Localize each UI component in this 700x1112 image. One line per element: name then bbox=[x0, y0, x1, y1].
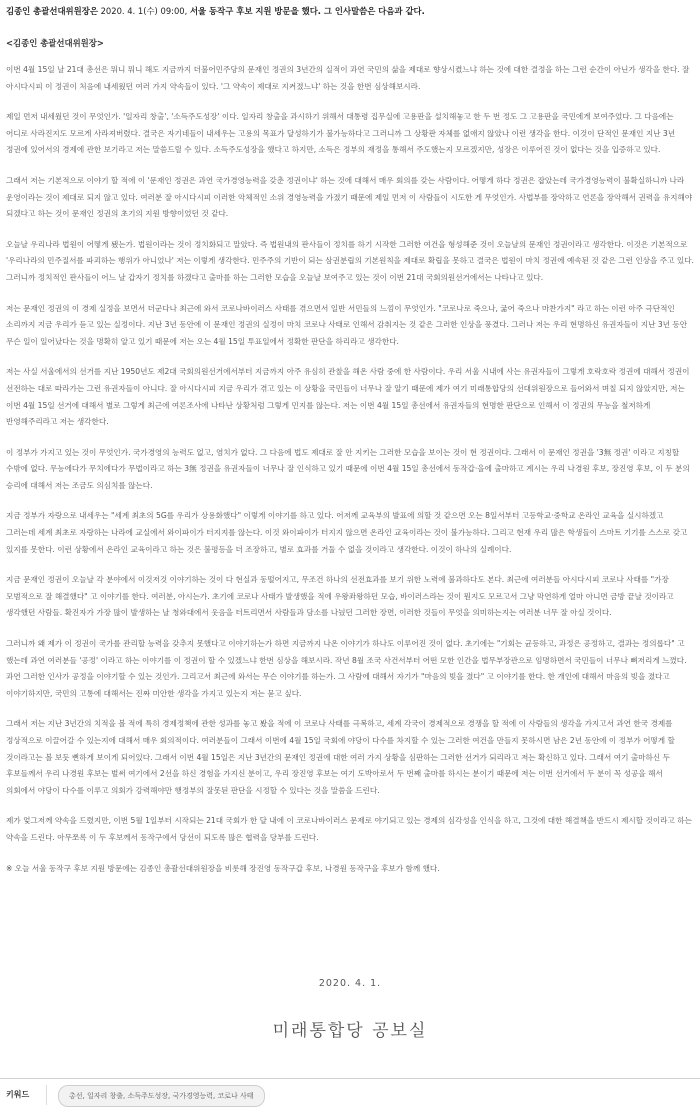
speech-body bbox=[6, 62, 694, 877]
speech-paragraph: 이번 4월 15일 날 21대 총선은 뭐니 뭐니 해도 지금까지 더불어민주당의 문재인 정권의 3년간의 실적이 과연 국민의 삶을 제대로 향상시켰느냐 하는 것에 대한 결정을 하는 그런 순간이 아닌가 생각을 한다. 잘 아시다시피 이 정권이 처음에 내세웠던 여러 가지 약속들이 있다. '그 약속이 제대로 지켜졌느냐' 하는 것을 한번 심상해보시라. bbox=[6, 65, 690, 91]
speech-paragraph: 그래서 저는 기본적으로 이야기 할 적에 이 '문재인 정권은 과연 국가경영능력을 갖춘 정권이냐' 하는 것에 대해서 매우 회의를 갖는 사람이다. 어떻게 하다 정권은 잡았는데 국가경영능력이 불확실하니까 나라 운영이라는 것이 제대로 되지 않고 있다. 여러분 잘 아시다시피 이러한 악체적인 소위 경영능력을 가졌기 때문에 제일 먼저 이 사람들이 시도한 게 무엇인가. 사법부를 장악하고 언론을 장악해서 권력을 유지해야 되겠다고 하는 것이 문재인 정권의 초기의 지원 방향이었던 것 같다. bbox=[6, 175, 693, 219]
speaker-heading: <김종인 총괄선대위원장> bbox=[6, 38, 104, 48]
lead-name: 김종인 총괄선대위원장은 bbox=[6, 6, 98, 16]
attendance-note: ※ 오늘 서울 동작구 후보 지원 방문에는 김종인 총괄선대위원장을 비롯해 장진영 동작구갑 후보, 나경원 동작구을 후보가 함께 했다. bbox=[6, 863, 440, 873]
speech-paragraph: 저는 사실 서울에서의 선거를 지난 1950년도 제2대 국회의원선거에서부터 지금까지 아주 유심히 관찰을 해온 사람 중에 한 사람이다. 우리 서울 시내에 사는 유권자들이 그렇게 호락호락 정권에 대해서 정권이 선전하는 대로 따라가는 그런 유권자들이 아니다. 잘 아시다시피 지금 우리가 겪고 있는 이 상황을 국민들이 너무나 잘 알기 때문에 제가 여기 미래통합당의 선대위원장으로 들어와서 며칠 되지 않았지만, 저는 이번 4월 15일 선거에 대해서 별로 그렇게 최근에 여론조사에 나타난 상황처럼 그렇게 민지를 않는다. 저는 이번 4월 15일 총선에서 유권자들의 현명한 판단으로 인해서 이 정권의 무능을 철저하게 반영해주리라고 저는 생각한다. bbox=[6, 367, 690, 427]
speech-paragraph: 오늘날 우리나라 법원이 어떻게 됐는가. 법원이라는 것이 정치화되고 말았다. 즉 법원내의 판사들이 정치를 하기 시작한 그러한 여건을 형성해준 것이 오늘날의 문재인 정권이라고 생각한다. 이것은 기본적으로 '우리나라의 민주질서를 파괴하는 행위가 아니었나' 저는 이렇게 생각한다. 민주주의 기반이 되는 삼권분립의 기본원칙을 제대로 확립을 못하고 결국은 법원이 마치 정권에 예속된 것 같은 그런 인상을 주고 있다. 그러니까 정치적인 판사들이 어느 날 갑자기 정치를 하겠다고 출마를 하는 그러한 모습을 오늘날 보여주고 있는 것이 이번 21대 국회의원선거에서는 나타나고 있다. bbox=[6, 239, 694, 282]
speech-paragraph: 제일 먼저 내세웠던 것이 무엇인가. '일자리 창출', '소득주도성장' 이다. 일자리 창출을 과시하기 위해서 대통령 집무실에 고용판을 설치해놓고 한 두 번 정도 그 고용판을 국민에게 보여주었다. 그 다음에는 어디로 사라진지도 모르게 사라져버렸다. 결국은 자기네들이 내세우는 고용의 목표가 달성하기가 불가능하다고 그러니까 그 상황판 자체를 없애지 않았나 이런 생각을 한다. 이것이 단적인 문재인 지난 3년 정권에 있어서의 경제에 관한 보기라고 저는 말씀드릴 수 있다. 소득주도성장을 했다고 하지만, 소득은 정부의 재정을 통해서 주도했는지 모르겠지만, 성장은 이루어진 것이 없다는 것을 입증하고 있다. bbox=[6, 112, 676, 155]
release-date: 2020. 4. 1. bbox=[318, 978, 382, 989]
speech-paragraph: 저는 문재인 정권의 이 경제 실정을 보면서 더군다나 최근에 와서 코로나바이러스 사태를 겪으면서 일반 서민들의 느낌이 무엇인가. "코로나로 죽으나, 굶어 죽으나 마찬가지" 라고 하는 이런 아주 극단적인 소리까지 지금 우리가 듣고 있는 실정이다. 지난 3년 동안에 이 문재인 정권의 실정이 마치 코로나 사태로 인해서 감춰지는 것 같은 그러한 인상을 풍겼다. 그러나 저는 우리 현명하신 유권자들이 지난 3년 동안 무슨 일이 일어났다는 것을 명확히 알고 있기 때문에 저는 오는 4월 15일 투표일에서 정확한 판단을 하리라고 생각한다. bbox=[6, 303, 688, 346]
issuing-office: 미래통합당 공보실 bbox=[272, 1021, 428, 1041]
speech-paragraph: 그러니까 왜 제가 이 정권이 국가를 관리할 능력을 갖추지 못했다고 이야기하는가 하면 지금까지 나온 이야기가 하나도 이루어진 것이 없다. 초기에는 "기회는 균등하고, 과정은 공정하고, 결과는 정의롭다" 고 했는데 과연 여러분들 '공정' 이라고 하는 이야기를 이 정권이 할 수 있겠느냐 한번 심상을 해보시라. 작년 8월 조국 사건서부터 어떤 모한 인간을 법무부장관으로 임명하면서 국민들이 너무나 뼈저리게 느꼈다. 과연 그러한 인사가 공정을 이야기할 수 있는 것인가. 그리고서 최근에 와서는 무슨 이야기를 하는가. 그 사람에 대해서 자기가 "마음의 빚을 졌다" 고 이야기를 한다. 한 개인에 대해서 마음의 빚을 졌다고 이야기하지만, 국민의 고통에 대해서는 진짜 미안한 생각을 가지고 있는지 저는 묻고 싶다. bbox=[6, 639, 687, 698]
speech-paragraph: 지금 문재인 정권이 오늘날 각 분야에서 이것저것 이야기하는 것이 다 현실과 동떨어지고, 무조건 하나의 선전효과를 보기 위한 노력에 불과하다도 본다. 최근에 여러분들 아시다시피 코로나 사태를 "가장 모범적으로 잘 해결했다" 고 이야기를 한다. 여러분, 아시는가. 초기에 코로나 사태가 발생했을 적에 우왕좌왕하던 모습, 바이러스라는 것이 뭔지도 모르고서 그냥 막연하게 얼마 아니면 금방 끝날 것이라고 생각했던 사람들. 확진자가 가장 많이 발생하는 날 청와대에서 웃음을 터트리면서 사람들과 담소를 나눴던 그러한 장면, 이러한 것들이 무엇을 의미하는지는 여러분 너무 잘 아실 것이다. bbox=[6, 575, 674, 618]
speech-paragraph: 지금 정부가 자랑으로 내세우는 "세계 최초의 5G를 우리가 상용화했다" 이렇게 이야기를 하고 있다. 어저께 교육부의 발표에 의할 것 같으면 오는 8일서부터 고등학교·중학교 온라인 교육을 실시하겠고 그러는데 세계 최초로 자랑하는 나라에 교실에서 와이파이가 터지지를 않는다. 이것 와이파이가 터지지 않으면 온라인 교육이라는 것이 불가능하다. 그리고 현재 우리 많은 학생들이 스마트 기기를 스스로 갖고 있지를 못한다. 이런 상황에서 온라인 교육이라고 하는 것은 불평등을 더 조장하고, 별로 효과를 거둘 수 없을 것이라고 생각한다. 이것이 하나의 실례이다. bbox=[6, 511, 688, 554]
lead-datetime: 2020. 4. 1(수) 09:00, bbox=[97, 6, 190, 16]
keyword-bar bbox=[0, 1078, 700, 1112]
keyword-label: 키워드 bbox=[6, 1090, 30, 1099]
lead-sentence bbox=[6, 4, 696, 18]
speech-paragraph: 그래서 저는 지난 3년간의 치적을 볼 적에 특히 경제정책에 관한 성과를 놓고 봤을 적에 이 코로나 사태를 극복하고, 세계 각국이 경제적으로 경쟁을 할 적에 이 사람들의 생각을 가지고서 과연 한국 경제를 정상적으로 이끌어갈 수 있는지에 대해서 매우 회의적이다. 여러분들이 그래서 이번에 4월 15일 국회에 야당이 다수를 차지할 수 있는 그러한 여건을 만들지 못하시면 남은 2년 동안에 이 정부가 어떻게 할 것이라고는 볼 보듯 뻔하게 보이게 되어있다. 그래서 이번 4월 15일은 지난 3년간의 문재인 정권에 대한 여러 가지 상황을 심판하는 그러한 선거가 되리라고 저는 확신하고 있다. 그래서 여기 출마하신 두 후보들께서 우리 나경원 후보는 벌써 여기에서 2선을 하신 경험을 가지신 분이고, 우리 장진영 후보는 여기 도박아로서 두 번째 출마를 하시는 분이기 때문에 저는 이번 선거에서 두 분이 꼭 성공을 해서 의회에서 야당이 다수를 이루고 의회가 강력해야만 행정부의 잘못된 판단을 시정할 수 있다는 것을 말씀을 드린다. bbox=[6, 719, 675, 795]
lead-event: 서울 동작구 후보 지원 방문을 했다. 그 인사말씀은 다음과 같다. bbox=[189, 6, 425, 16]
speech-paragraph: 제가 엊그저께 약속을 드렸지만, 이번 5월 1일부터 시작되는 21대 국회가 한 달 내에 이 코로나바이러스 문제로 야기되고 있는 경제의 심각성을 인식을 하고, 그것에 대한 해결책을 반드시 제시할 것이라고 하는 약속을 드린다. 아무쪼록 이 두 후보께서 동작구에서 당선이 되도록 많은 협력을 당부를 드린다. bbox=[6, 816, 692, 842]
keyword-divider bbox=[46, 1085, 47, 1105]
keyword-tag[interactable]: 총선, 일자리 창출, 소득주도성장, 국가경영능력, 코로나 사태 bbox=[58, 1085, 265, 1107]
speech-paragraph: 이 정부가 가지고 있는 것이 무엇인가. 국가경영의 능력도 없고, 염치가 없다. 그 다음에 법도 제대로 잘 안 지키는 그러한 모습을 보이는 것이 현 정권이다. 그래서 이 문재인 정권을 '3無 정권' 이라고 지칭할 수밖에 없다. 무능에다가 무치에다가 무법이라고 하는 3無 정권을 유권자들이 너무나 잘 인식하고 있기 때문에 이번 4월 15일 총선에서 동작갑·을에 출마하고 계시는 우리 나경원 후보, 장진영 후보, 이 두 분의 승리에 대해서 저는 조금도 의심치를 않는다. bbox=[6, 447, 690, 490]
